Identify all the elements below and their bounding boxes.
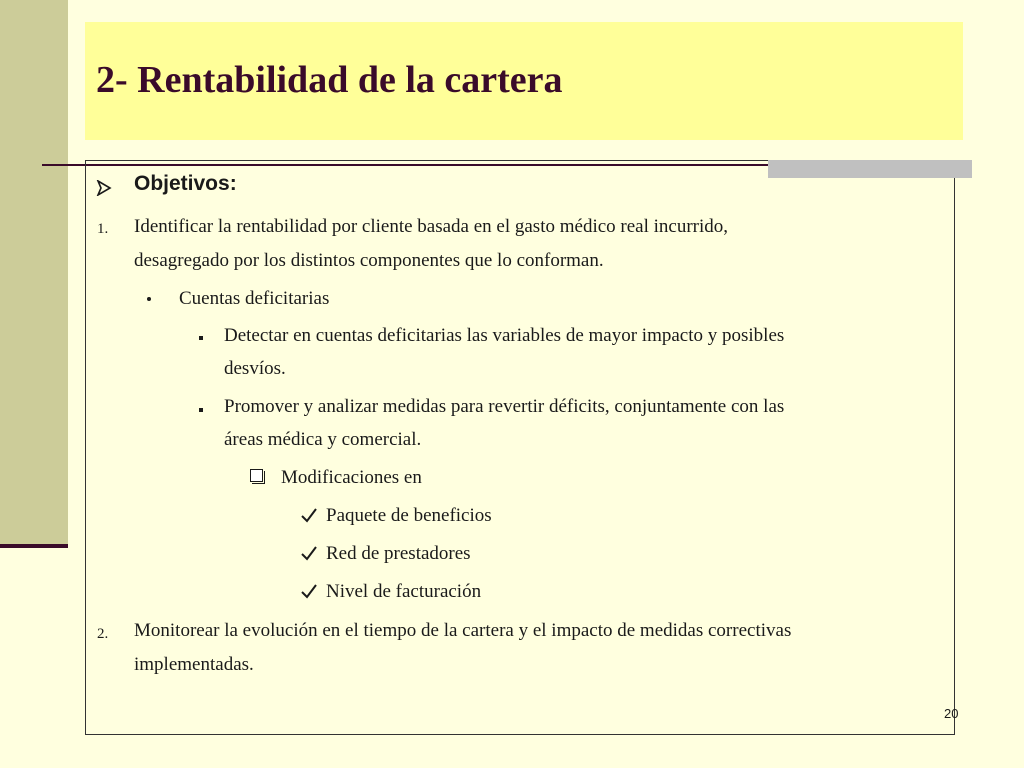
sub1-item1-line1: Detectar en cuentas deficitarias las variables de mayor impacto y posibles [224,325,785,346]
page-number: 20 [944,706,959,721]
arrow-bullet-icon [96,180,112,196]
checkmark-icon [300,507,318,523]
check-item-3: Nivel de facturación [326,581,482,602]
left-decor-rule [0,544,68,548]
decor-grey-block [768,160,972,178]
objetivos-heading: Objetivos: [134,172,237,195]
sub1-item1-line2: desvíos. [224,358,286,379]
sub1-label: Cuentas deficitarias [179,288,330,309]
item1-line2: desagregado por los distintos componentes que lo conforman. [134,250,604,271]
check-item-1: Paquete de beneficios [326,505,492,526]
slide-title: 2- Rentabilidad de la cartera [96,59,563,101]
item2-number: 2. [97,626,109,642]
check-item-2: Red de prestadores [326,543,471,564]
square-bullet-icon [199,336,203,340]
item1-number: 1. [97,221,109,237]
item1-line1: Identificar la rentabilidad por cliente basada en el gasto médico real incurrido, [134,216,729,237]
modificaciones-label: Modificaciones en [281,467,422,488]
checkbox-icon [250,469,263,482]
sub1-item2-line1: Promover y analizar medidas para revertir déficits, conjuntamente con las [224,396,785,417]
item2-line2: implementadas. [134,654,254,675]
checkmark-icon [300,583,318,599]
item2-line1: Monitorear la evolución en el tiempo de la cartera y el impacto de medidas correctivas [134,620,792,641]
checkmark-icon [300,545,318,561]
sub1-item2-line2: áreas médica y comercial. [224,429,422,450]
left-decor-bar [0,0,68,548]
square-bullet-icon [199,408,203,412]
round-bullet-icon [147,297,151,301]
